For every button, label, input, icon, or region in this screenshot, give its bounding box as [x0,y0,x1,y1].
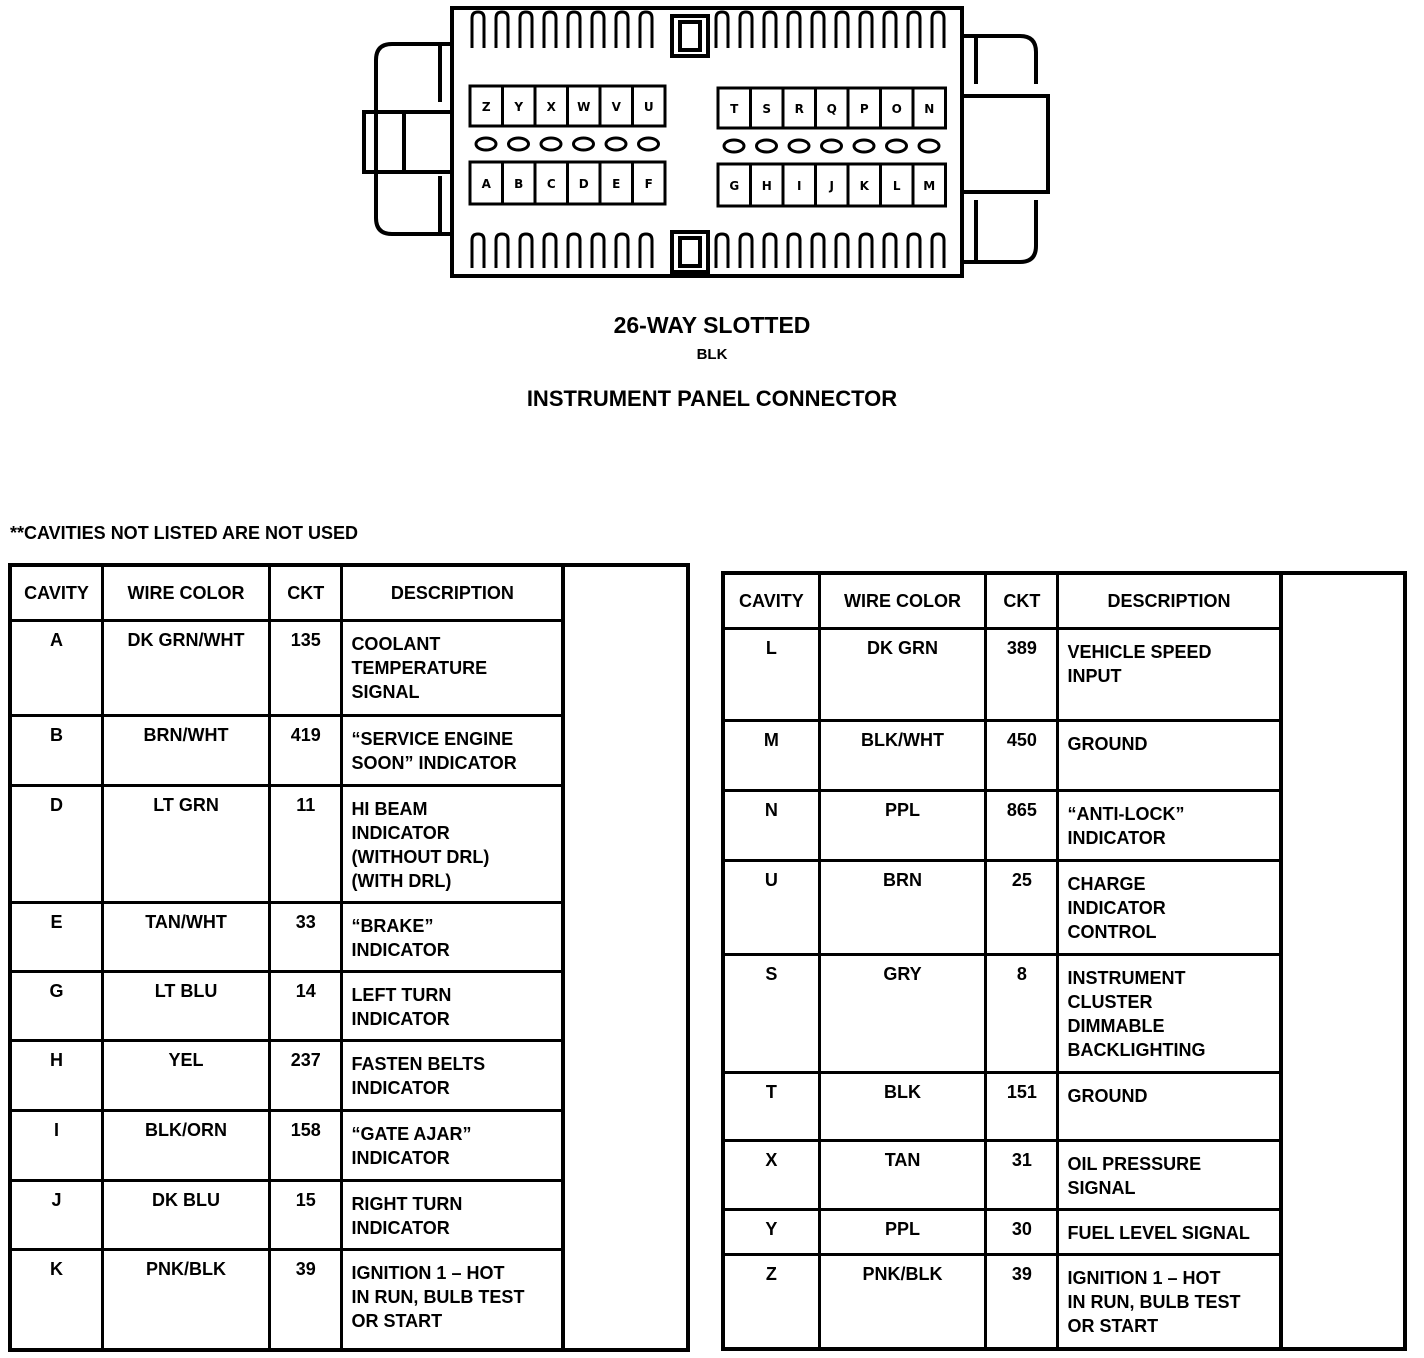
wire-color-cell: BRN/WHT [103,716,270,786]
header-cavity: CAVITY [10,565,103,621]
description-cell: “BRAKE” INDICATOR [342,903,563,972]
connector-title: 26-WAY SLOTTED [613,312,811,338]
pin-label: P [859,102,869,116]
pin-slot [541,138,561,150]
blank-cell [563,716,688,786]
description-cell: FASTEN BELTS INDICATOR [342,1041,563,1111]
description-cell: RIGHT TURN INDICATOR [342,1181,563,1250]
wire-color-cell: TAN [819,1141,985,1210]
table-row [723,1141,1405,1210]
ckt-cell: 25 [986,861,1058,955]
pin-label: H [761,179,772,193]
description-cell: INSTRUMENT CLUSTER DIMMABLE BACKLIGHTING [1058,955,1281,1073]
wire-color-cell: GRY [819,955,985,1073]
blank-cell [1281,721,1405,791]
pin-label: D [578,177,589,191]
pin-label: W [577,100,591,114]
cavity-cell: D [10,786,103,903]
description-cell: “SERVICE ENGINE SOON” INDICATOR [342,716,563,786]
cavity-cell: M [723,721,819,791]
description-cell: VEHICLE SPEED INPUT [1058,629,1281,721]
blank-cell [563,1041,688,1111]
table-row [723,1255,1405,1349]
pin-slot [639,138,659,150]
wire-color-cell: BLK/WHT [819,721,985,791]
pin-a [470,162,503,204]
ckt-cell: 865 [986,791,1058,861]
pin-slot [574,138,594,150]
wiring-table-right [721,571,1407,1351]
ckt-cell: 11 [270,786,342,903]
wiring-table-left [8,563,690,1352]
table-row [10,903,688,972]
cavity-cell: S [723,955,819,1073]
connector-fin-row [472,234,652,268]
cavity-cell: N [723,791,819,861]
pin-l [881,164,914,206]
description-cell: HI BEAM INDICATOR (WITHOUT DRL) (WITH DRL) [342,786,563,903]
blank-cell [563,786,688,903]
table-row [10,1041,688,1111]
ckt-cell: 389 [986,629,1058,721]
ckt-cell: 39 [986,1255,1058,1349]
pin-d [568,162,601,204]
connector-name: INSTRUMENT PANEL CONNECTOR [526,386,898,411]
pin-label: E [612,177,621,191]
pin-m [913,164,946,206]
pin-label: M [923,179,936,193]
cavity-cell: X [723,1141,819,1210]
pin-label: Q [826,102,837,116]
description-cell: FUEL LEVEL SIGNAL [1058,1210,1281,1255]
table-row [723,861,1405,955]
pin-q [816,88,849,128]
pin-u [633,86,666,126]
pin-c [535,162,568,204]
pin-label: C [546,177,556,191]
header-ckt: CKT [986,573,1058,629]
connector-pins [470,86,946,206]
pin-g [718,164,751,206]
pin-slot [822,140,842,152]
pin-slot [757,140,777,152]
pin-label: I [797,179,802,193]
cavity-cell: B [10,716,103,786]
wire-color-cell: DK GRN/WHT [103,621,270,716]
ckt-cell: 15 [270,1181,342,1250]
pin-slot [606,138,626,150]
wire-color-cell: LT GRN [103,786,270,903]
ckt-cell: 151 [986,1073,1058,1141]
pin-label: A [481,177,491,191]
pin-e [600,162,633,204]
blank-cell [563,621,688,716]
cavity-cell: J [10,1181,103,1250]
description-cell: “ANTI-LOCK” INDICATOR [1058,791,1281,861]
table-row [10,621,688,716]
cavity-cell: L [723,629,819,721]
pin-y [503,86,536,126]
wire-color-cell: PNK/BLK [103,1250,270,1350]
ckt-cell: 14 [270,972,342,1041]
description-cell: GROUND [1058,721,1281,791]
pin-label: Z [481,100,491,114]
pin-t [718,88,751,128]
pin-j [816,164,849,206]
table-row [10,1181,688,1250]
cavity-cell: E [10,903,103,972]
ckt-cell: 158 [270,1111,342,1181]
cavity-cell: G [10,972,103,1041]
description-cell: CHARGE INDICATOR CONTROL [1058,861,1281,955]
cavity-cell: T [723,1073,819,1141]
pin-o [881,88,914,128]
ckt-cell: 8 [986,955,1058,1073]
pin-slot [476,138,496,150]
connector-fin-row [716,12,944,48]
pin-label: B [514,177,524,191]
pin-label: X [546,100,556,114]
table-row [723,1210,1405,1255]
blank-cell [563,1111,688,1181]
description-cell: COOLANT TEMPERATURE SIGNAL [342,621,563,716]
connector-fin-row [472,12,652,48]
pin-slot [887,140,907,152]
wire-color-cell: BRN [819,861,985,955]
description-cell: IGNITION 1 – HOT IN RUN, BULB TEST OR START [342,1250,563,1350]
ckt-cell: 419 [270,716,342,786]
pin-label: U [643,100,654,114]
header-wire-color: WIRE COLOR [103,565,270,621]
cavity-cell: K [10,1250,103,1350]
pin-label: Y [514,100,524,114]
table-row [723,791,1405,861]
table-row [10,1111,688,1181]
table-row [723,721,1405,791]
table-row [10,716,688,786]
blank-cell [563,1181,688,1250]
pin-p [848,88,881,128]
pin-label: F [644,177,653,191]
pin-s [751,88,784,128]
pin-f [633,162,666,204]
blank-cell [563,972,688,1041]
wire-color-cell: PPL [819,1210,985,1255]
pin-slot [919,140,939,152]
table-row [723,629,1405,721]
table-row [10,786,688,903]
blank-cell [1281,955,1405,1073]
connector-color: BLK [696,346,728,363]
pin-label: L [892,179,901,193]
pin-slot [854,140,874,152]
pin-label: N [924,102,935,116]
blank-cell [563,1250,688,1350]
pin-v [600,86,633,126]
pin-label: G [729,179,740,193]
description-cell: OIL PRESSURE SIGNAL [1058,1141,1281,1210]
header-description: DESCRIPTION [342,565,563,621]
pin-label: S [762,102,772,116]
blank-column [1281,573,1405,629]
pin-w [568,86,601,126]
description-cell: IGNITION 1 – HOT IN RUN, BULB TEST OR START [1058,1255,1281,1349]
description-cell: LEFT TURN INDICATOR [342,972,563,1041]
pin-label: O [891,102,902,116]
pin-slot [724,140,744,152]
unused-cavities-note: **CAVITIES NOT LISTED ARE NOT USED [10,523,359,543]
description-cell: GROUND [1058,1073,1281,1141]
blank-cell [1281,1073,1405,1141]
blank-cell [1281,1210,1405,1255]
cavity-cell: H [10,1041,103,1111]
blank-cell [1281,629,1405,721]
header-description: DESCRIPTION [1058,573,1281,629]
blank-cell [1281,1141,1405,1210]
cavity-cell: Y [723,1210,819,1255]
table-row [10,972,688,1041]
header-cavity: CAVITY [723,573,819,629]
wire-color-cell: PPL [819,791,985,861]
pin-label: K [859,179,869,193]
wire-color-cell: BLK/ORN [103,1111,270,1181]
pin-h [751,164,784,206]
pin-r [783,88,816,128]
ckt-cell: 31 [986,1141,1058,1210]
table-row [10,1250,688,1350]
cavity-cell: I [10,1111,103,1181]
pin-i [783,164,816,206]
ckt-cell: 33 [270,903,342,972]
blank-cell [1281,1255,1405,1349]
blank-column [563,565,688,621]
blank-cell [563,903,688,972]
pin-x [535,86,568,126]
cavity-cell: Z [723,1255,819,1349]
pin-slot [509,138,529,150]
blank-cell [1281,861,1405,955]
wire-color-cell: BLK [819,1073,985,1141]
description-cell: “GATE AJAR” INDICATOR [342,1111,563,1181]
blank-cell [1281,791,1405,861]
wire-color-cell: YEL [103,1041,270,1111]
pin-label: T [730,102,739,116]
cavity-cell: A [10,621,103,716]
ckt-cell: 135 [270,621,342,716]
pin-n [913,88,946,128]
connector-body [364,8,1048,276]
ckt-cell: 30 [986,1210,1058,1255]
connector-fin-row [716,234,944,268]
table-row [723,955,1405,1073]
pin-label: J [829,179,834,193]
pin-k [848,164,881,206]
table-row [723,1073,1405,1141]
wire-color-cell: PNK/BLK [819,1255,985,1349]
header-ckt: CKT [270,565,342,621]
pin-label: V [611,100,621,114]
connector-diagram [0,0,1424,300]
wire-color-cell: LT BLU [103,972,270,1041]
ckt-cell: 237 [270,1041,342,1111]
pin-b [503,162,536,204]
cavity-cell: U [723,861,819,955]
ckt-cell: 450 [986,721,1058,791]
wire-color-cell: DK BLU [103,1181,270,1250]
pin-slot [789,140,809,152]
wire-color-cell: DK GRN [819,629,985,721]
header-wire-color: WIRE COLOR [819,573,985,629]
wire-color-cell: TAN/WHT [103,903,270,972]
ckt-cell: 39 [270,1250,342,1350]
pin-z [470,86,503,126]
pin-label: R [794,102,804,116]
